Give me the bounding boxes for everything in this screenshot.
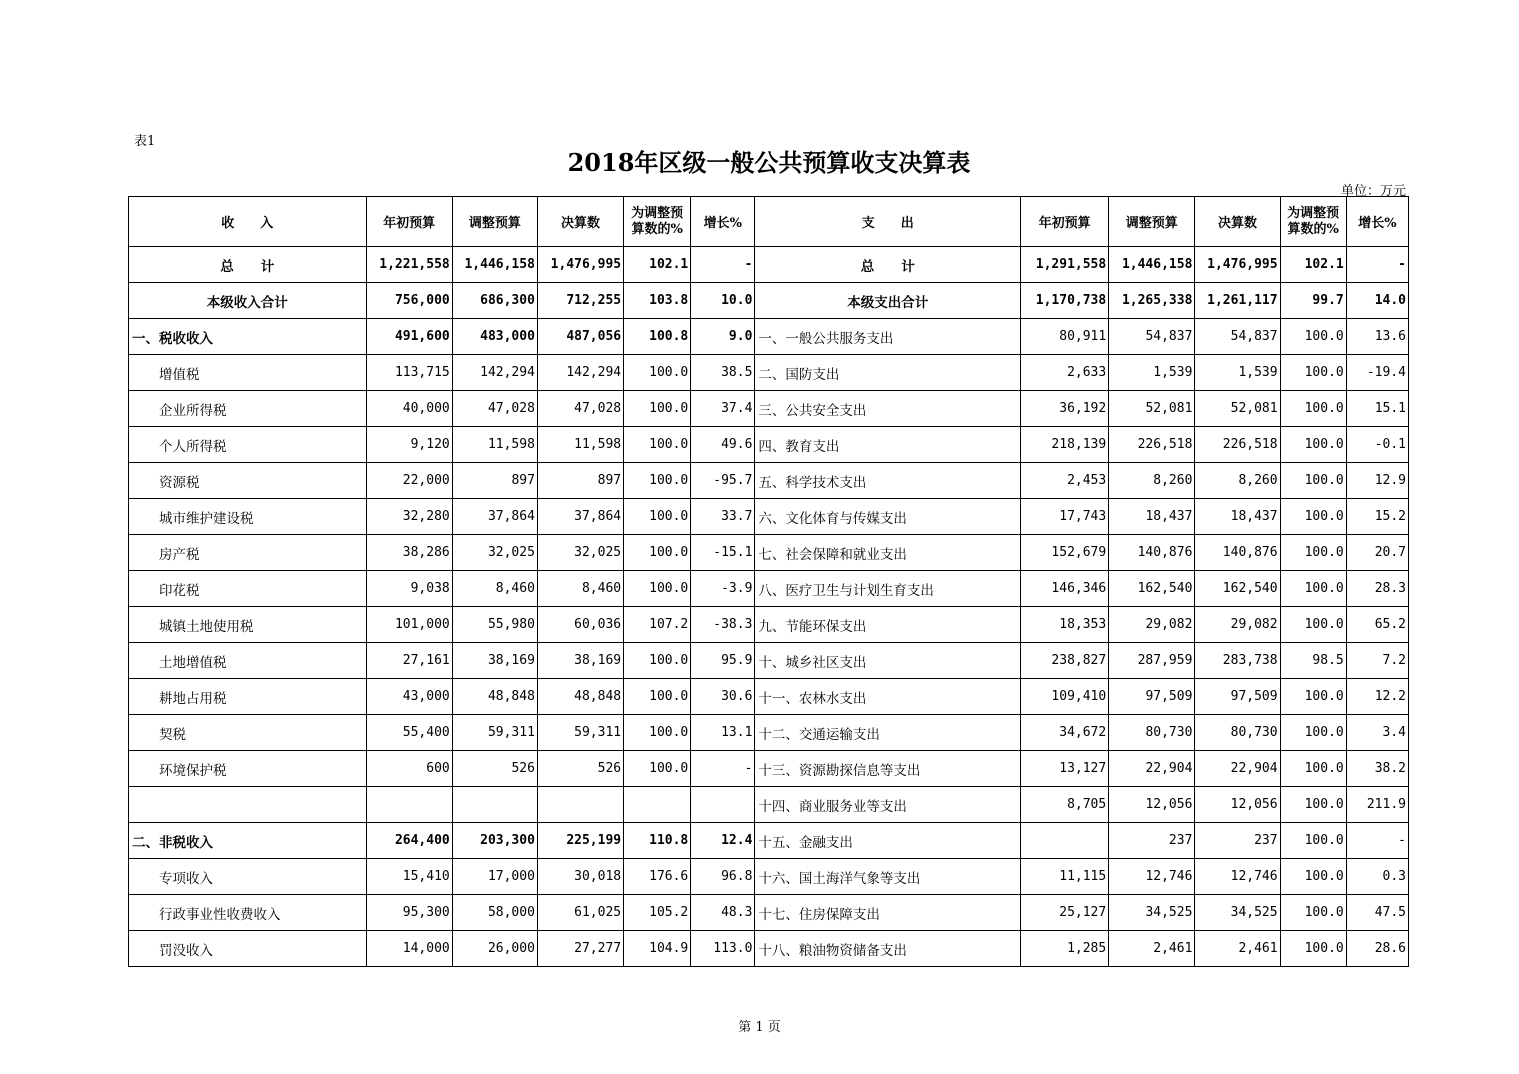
income-value-cell: 17,000 <box>452 859 537 895</box>
income-value-cell: 897 <box>537 463 623 499</box>
expense-value-cell: 211.9 <box>1346 787 1408 823</box>
header-final: 决算数 <box>537 197 623 247</box>
expense-value-cell: 98.5 <box>1280 643 1346 679</box>
table-row <box>129 787 1409 823</box>
income-value-cell: 526 <box>452 751 537 787</box>
income-value-cell: 105.2 <box>624 895 691 931</box>
expense-value-cell: 80,730 <box>1195 715 1280 751</box>
expense-item-cell: 总 计 <box>755 247 1021 283</box>
income-item-cell: 罚没收入 <box>129 931 367 967</box>
expense-value-cell: 97,509 <box>1109 679 1195 715</box>
income-value-cell: 30.6 <box>691 679 755 715</box>
expense-value-cell: 100.0 <box>1280 859 1346 895</box>
expense-value-cell: 54,837 <box>1195 319 1280 355</box>
income-value-cell: 100.0 <box>624 715 691 751</box>
expense-value-cell: - <box>1346 823 1408 859</box>
expense-value-cell: 100.0 <box>1280 715 1346 751</box>
income-item-cell <box>129 787 367 823</box>
income-value-cell: -95.7 <box>691 463 755 499</box>
expense-value-cell <box>1021 823 1109 859</box>
income-value-cell: 12.4 <box>691 823 755 859</box>
expense-value-cell: 8,705 <box>1021 787 1109 823</box>
expense-value-cell: 80,730 <box>1109 715 1195 751</box>
income-value-cell: 26,000 <box>452 931 537 967</box>
expense-value-cell: 0.3 <box>1346 859 1408 895</box>
expense-value-cell: 22,904 <box>1109 751 1195 787</box>
expense-value-cell: 34,672 <box>1021 715 1109 751</box>
income-value-cell: -15.1 <box>691 535 755 571</box>
expense-value-cell: 18,437 <box>1195 499 1280 535</box>
income-value-cell: 712,255 <box>537 283 623 319</box>
income-value-cell: 37,864 <box>452 499 537 535</box>
income-value-cell: 1,476,995 <box>537 247 623 283</box>
expense-item-cell: 六、文化体育与传媒支出 <box>755 499 1021 535</box>
table-row <box>129 895 1409 931</box>
expense-value-cell: 1,285 <box>1021 931 1109 967</box>
expense-value-cell: - <box>1346 247 1408 283</box>
header-income: 收 入 <box>129 197 367 247</box>
income-value-cell: 58,000 <box>452 895 537 931</box>
expense-value-cell: 100.0 <box>1280 499 1346 535</box>
income-item-cell: 城市维护建设税 <box>129 499 367 535</box>
income-value-cell <box>691 787 755 823</box>
expense-value-cell: 15.1 <box>1346 391 1408 427</box>
income-value-cell: 60,036 <box>537 607 623 643</box>
expense-item-cell: 十一、农林水支出 <box>755 679 1021 715</box>
expense-value-cell: 283,738 <box>1195 643 1280 679</box>
expense-value-cell: 15.2 <box>1346 499 1408 535</box>
income-value-cell: 107.2 <box>624 607 691 643</box>
expense-value-cell: 100.0 <box>1280 391 1346 427</box>
income-value-cell: 43,000 <box>366 679 452 715</box>
expense-value-cell: 100.0 <box>1280 535 1346 571</box>
expense-value-cell: 38.2 <box>1346 751 1408 787</box>
header-initial-budget: 年初预算 <box>366 197 452 247</box>
table-header-row <box>129 197 1409 247</box>
expense-item-cell: 二、国防支出 <box>755 355 1021 391</box>
expense-value-cell: 100.0 <box>1280 427 1346 463</box>
expense-value-cell: 1,170,738 <box>1021 283 1109 319</box>
income-value-cell: 14,000 <box>366 931 452 967</box>
income-value-cell: - <box>691 751 755 787</box>
income-value-cell: 96.8 <box>691 859 755 895</box>
expense-value-cell: 2,633 <box>1021 355 1109 391</box>
expense-value-cell: 100.0 <box>1280 751 1346 787</box>
income-value-cell: 48,848 <box>452 679 537 715</box>
income-item-cell: 印花税 <box>129 571 367 607</box>
income-value-cell: 483,000 <box>452 319 537 355</box>
expense-value-cell: 100.0 <box>1280 355 1346 391</box>
income-item-cell: 总 计 <box>129 247 367 283</box>
income-value-cell: 142,294 <box>537 355 623 391</box>
expense-value-cell: 18,353 <box>1021 607 1109 643</box>
expense-value-cell: 12,056 <box>1195 787 1280 823</box>
income-value-cell: 11,598 <box>452 427 537 463</box>
expense-value-cell: 100.0 <box>1280 679 1346 715</box>
income-value-cell: 59,311 <box>537 715 623 751</box>
income-value-cell: 487,056 <box>537 319 623 355</box>
header-adjusted-budget-exp: 调整预算 <box>1109 197 1195 247</box>
income-value-cell: - <box>691 247 755 283</box>
expense-value-cell: 65.2 <box>1346 607 1408 643</box>
income-value-cell: 59,311 <box>452 715 537 751</box>
income-value-cell: 110.8 <box>624 823 691 859</box>
expense-value-cell: -19.4 <box>1346 355 1408 391</box>
income-value-cell: 37.4 <box>691 391 755 427</box>
expense-value-cell: 109,410 <box>1021 679 1109 715</box>
expense-item-cell: 四、教育支出 <box>755 427 1021 463</box>
income-value-cell: 61,025 <box>537 895 623 931</box>
expense-item-cell: 八、医疗卫生与计划生育支出 <box>755 571 1021 607</box>
page-title: 2018年区级一般公共预算收支决算表 <box>567 148 971 177</box>
income-value-cell: 9,038 <box>366 571 452 607</box>
header-expense: 支 出 <box>755 197 1021 247</box>
table-tag: 表1 <box>134 134 156 149</box>
expense-value-cell: 162,540 <box>1195 571 1280 607</box>
expense-value-cell: 47.5 <box>1346 895 1408 931</box>
expense-value-cell: 7.2 <box>1346 643 1408 679</box>
income-item-cell: 企业所得税 <box>129 391 367 427</box>
income-value-cell: 13.1 <box>691 715 755 751</box>
income-value-cell: 38,286 <box>366 535 452 571</box>
table-row <box>129 463 1409 499</box>
expense-value-cell: 237 <box>1109 823 1195 859</box>
table-row <box>129 751 1409 787</box>
expense-value-cell: 100.0 <box>1280 463 1346 499</box>
table-row <box>129 283 1409 319</box>
income-item-cell: 增值税 <box>129 355 367 391</box>
expense-item-cell: 十五、金融支出 <box>755 823 1021 859</box>
income-value-cell: 101,000 <box>366 607 452 643</box>
expense-value-cell: 12,056 <box>1109 787 1195 823</box>
expense-value-cell: 29,082 <box>1109 607 1195 643</box>
income-value-cell: 526 <box>537 751 623 787</box>
expense-value-cell: 36,192 <box>1021 391 1109 427</box>
expense-value-cell: 100.0 <box>1280 823 1346 859</box>
income-value-cell: 100.0 <box>624 463 691 499</box>
table-row <box>129 715 1409 751</box>
expense-value-cell: 13,127 <box>1021 751 1109 787</box>
expense-value-cell: 12.2 <box>1346 679 1408 715</box>
table-row <box>129 427 1409 463</box>
income-value-cell: 491,600 <box>366 319 452 355</box>
unit-label: 单位：万元 <box>1340 184 1406 199</box>
income-item-cell: 耕地占用税 <box>129 679 367 715</box>
expense-value-cell: 146,346 <box>1021 571 1109 607</box>
expense-item-cell: 十八、粮油物资储备支出 <box>755 931 1021 967</box>
expense-value-cell: 97,509 <box>1195 679 1280 715</box>
expense-item-cell: 五、科学技术支出 <box>755 463 1021 499</box>
expense-value-cell: 102.1 <box>1280 247 1346 283</box>
expense-value-cell: 1,265,338 <box>1109 283 1195 319</box>
income-value-cell: 38.5 <box>691 355 755 391</box>
table-row <box>129 643 1409 679</box>
income-item-cell: 土地增值税 <box>129 643 367 679</box>
income-value-cell: 9,120 <box>366 427 452 463</box>
expense-item-cell: 三、公共安全支出 <box>755 391 1021 427</box>
expense-item-cell: 十三、资源勘探信息等支出 <box>755 751 1021 787</box>
income-value-cell: 15,410 <box>366 859 452 895</box>
income-value-cell: 100.0 <box>624 499 691 535</box>
expense-value-cell: 52,081 <box>1195 391 1280 427</box>
expense-value-cell: 99.7 <box>1280 283 1346 319</box>
expense-value-cell: 34,525 <box>1109 895 1195 931</box>
expense-value-cell: 152,679 <box>1021 535 1109 571</box>
expense-value-cell: 100.0 <box>1280 571 1346 607</box>
table-row <box>129 823 1409 859</box>
expense-value-cell: 100.0 <box>1280 607 1346 643</box>
income-item-cell: 环境保护税 <box>129 751 367 787</box>
expense-value-cell: 2,461 <box>1109 931 1195 967</box>
expense-value-cell: 17,743 <box>1021 499 1109 535</box>
table-row <box>129 679 1409 715</box>
income-value-cell <box>624 787 691 823</box>
income-value-cell: 1,446,158 <box>452 247 537 283</box>
income-value-cell: 203,300 <box>452 823 537 859</box>
expense-value-cell: 11,115 <box>1021 859 1109 895</box>
income-value-cell: 8,460 <box>537 571 623 607</box>
income-item-cell: 契税 <box>129 715 367 751</box>
income-value-cell: 142,294 <box>452 355 537 391</box>
expense-value-cell: 237 <box>1195 823 1280 859</box>
income-value-cell: 100.8 <box>624 319 691 355</box>
income-value-cell: 55,980 <box>452 607 537 643</box>
expense-item-cell: 十二、交通运输支出 <box>755 715 1021 751</box>
income-value-cell: 95.9 <box>691 643 755 679</box>
expense-value-cell: 226,518 <box>1195 427 1280 463</box>
table-row <box>129 607 1409 643</box>
income-value-cell: 756,000 <box>366 283 452 319</box>
income-value-cell: 27,277 <box>537 931 623 967</box>
expense-value-cell: 2,461 <box>1195 931 1280 967</box>
expense-value-cell: 28.3 <box>1346 571 1408 607</box>
income-value-cell <box>537 787 623 823</box>
header-final-exp: 决算数 <box>1195 197 1280 247</box>
income-value-cell: 8,460 <box>452 571 537 607</box>
table-row <box>129 931 1409 967</box>
income-value-cell: 100.0 <box>624 751 691 787</box>
expense-value-cell: 218,139 <box>1021 427 1109 463</box>
table-row <box>129 247 1409 283</box>
income-value-cell: -38.3 <box>691 607 755 643</box>
income-value-cell <box>452 787 537 823</box>
expense-item-cell: 一、一般公共服务支出 <box>755 319 1021 355</box>
expense-value-cell: 238,827 <box>1021 643 1109 679</box>
expense-value-cell: 13.6 <box>1346 319 1408 355</box>
income-value-cell: 95,300 <box>366 895 452 931</box>
expense-value-cell: 25,127 <box>1021 895 1109 931</box>
income-value-cell: 10.0 <box>691 283 755 319</box>
expense-value-cell: 28.6 <box>1346 931 1408 967</box>
table-row <box>129 571 1409 607</box>
expense-item-cell: 本级支出合计 <box>755 283 1021 319</box>
expense-value-cell: 80,911 <box>1021 319 1109 355</box>
budget-table <box>128 196 1409 967</box>
income-value-cell <box>366 787 452 823</box>
header-pct-adjusted-exp: 为调整预算数的% <box>1280 197 1346 247</box>
income-value-cell: 27,161 <box>366 643 452 679</box>
expense-value-cell: 140,876 <box>1109 535 1195 571</box>
income-value-cell: 30,018 <box>537 859 623 895</box>
header-growth: 增长% <box>691 197 755 247</box>
expense-value-cell: 12,746 <box>1195 859 1280 895</box>
expense-value-cell: 2,453 <box>1021 463 1109 499</box>
income-item-cell: 专项收入 <box>129 859 367 895</box>
header-pct-adjusted: 为调整预算数的% <box>624 197 691 247</box>
header-adjusted-budget: 调整预算 <box>452 197 537 247</box>
income-value-cell: 47,028 <box>452 391 537 427</box>
table-row <box>129 355 1409 391</box>
expense-value-cell: 140,876 <box>1195 535 1280 571</box>
income-item-cell: 城镇土地使用税 <box>129 607 367 643</box>
expense-value-cell: 3.4 <box>1346 715 1408 751</box>
income-value-cell: 38,169 <box>537 643 623 679</box>
income-item-cell: 个人所得税 <box>129 427 367 463</box>
expense-item-cell: 十四、商业服务业等支出 <box>755 787 1021 823</box>
expense-value-cell: 22,904 <box>1195 751 1280 787</box>
income-item-cell: 资源税 <box>129 463 367 499</box>
income-value-cell: 113.0 <box>691 931 755 967</box>
expense-value-cell: 1,446,158 <box>1109 247 1195 283</box>
expense-value-cell: 1,476,995 <box>1195 247 1280 283</box>
income-value-cell: 33.7 <box>691 499 755 535</box>
income-value-cell: 104.9 <box>624 931 691 967</box>
expense-value-cell: 100.0 <box>1280 787 1346 823</box>
expense-value-cell: 162,540 <box>1109 571 1195 607</box>
income-value-cell: 48,848 <box>537 679 623 715</box>
income-value-cell: 9.0 <box>691 319 755 355</box>
expense-value-cell: 100.0 <box>1280 895 1346 931</box>
expense-value-cell: -0.1 <box>1346 427 1408 463</box>
expense-value-cell: 1,261,117 <box>1195 283 1280 319</box>
income-value-cell: 100.0 <box>624 535 691 571</box>
income-value-cell: 100.0 <box>624 643 691 679</box>
expense-value-cell: 8,260 <box>1195 463 1280 499</box>
income-value-cell: 113,715 <box>366 355 452 391</box>
income-value-cell: 40,000 <box>366 391 452 427</box>
income-value-cell: 37,864 <box>537 499 623 535</box>
income-value-cell: 600 <box>366 751 452 787</box>
income-value-cell: 32,025 <box>452 535 537 571</box>
expense-value-cell: 12,746 <box>1109 859 1195 895</box>
expense-item-cell: 十七、住房保障支出 <box>755 895 1021 931</box>
income-value-cell: 11,598 <box>537 427 623 463</box>
income-value-cell: 100.0 <box>624 571 691 607</box>
expense-value-cell: 8,260 <box>1109 463 1195 499</box>
expense-value-cell: 52,081 <box>1109 391 1195 427</box>
expense-value-cell: 34,525 <box>1195 895 1280 931</box>
table-row <box>129 319 1409 355</box>
table-row <box>129 499 1409 535</box>
income-value-cell: 225,199 <box>537 823 623 859</box>
expense-value-cell: 1,539 <box>1109 355 1195 391</box>
income-value-cell: 897 <box>452 463 537 499</box>
expense-item-cell: 十、城乡社区支出 <box>755 643 1021 679</box>
expense-value-cell: 12.9 <box>1346 463 1408 499</box>
income-value-cell: 32,280 <box>366 499 452 535</box>
income-value-cell: 103.8 <box>624 283 691 319</box>
income-value-cell: 49.6 <box>691 427 755 463</box>
income-value-cell: -3.9 <box>691 571 755 607</box>
expense-value-cell: 1,539 <box>1195 355 1280 391</box>
header-growth-exp: 增长% <box>1346 197 1408 247</box>
income-value-cell: 102.1 <box>624 247 691 283</box>
expense-value-cell: 1,291,558 <box>1021 247 1109 283</box>
expense-value-cell: 29,082 <box>1195 607 1280 643</box>
header-initial-budget-exp: 年初预算 <box>1021 197 1109 247</box>
expense-value-cell: 100.0 <box>1280 931 1346 967</box>
table-row <box>129 535 1409 571</box>
income-item-cell: 一、税收收入 <box>129 319 367 355</box>
page-footer: 第 1 页 <box>738 1020 781 1035</box>
income-value-cell: 100.0 <box>624 427 691 463</box>
income-value-cell: 264,400 <box>366 823 452 859</box>
income-item-cell: 行政事业性收费收入 <box>129 895 367 931</box>
income-value-cell: 686,300 <box>452 283 537 319</box>
income-value-cell: 32,025 <box>537 535 623 571</box>
income-value-cell: 48.3 <box>691 895 755 931</box>
income-value-cell: 1,221,558 <box>366 247 452 283</box>
expense-value-cell: 14.0 <box>1346 283 1408 319</box>
expense-value-cell: 20.7 <box>1346 535 1408 571</box>
income-item-cell: 本级收入合计 <box>129 283 367 319</box>
expense-value-cell: 100.0 <box>1280 319 1346 355</box>
income-value-cell: 47,028 <box>537 391 623 427</box>
table-row <box>129 859 1409 895</box>
income-value-cell: 176.6 <box>624 859 691 895</box>
income-item-cell: 二、非税收入 <box>129 823 367 859</box>
expense-value-cell: 226,518 <box>1109 427 1195 463</box>
income-value-cell: 55,400 <box>366 715 452 751</box>
expense-item-cell: 十六、国土海洋气象等支出 <box>755 859 1021 895</box>
income-value-cell: 22,000 <box>366 463 452 499</box>
expense-item-cell: 七、社会保障和就业支出 <box>755 535 1021 571</box>
expense-value-cell: 18,437 <box>1109 499 1195 535</box>
income-value-cell: 100.0 <box>624 679 691 715</box>
income-value-cell: 100.0 <box>624 355 691 391</box>
income-value-cell: 100.0 <box>624 391 691 427</box>
expense-value-cell: 54,837 <box>1109 319 1195 355</box>
income-item-cell: 房产税 <box>129 535 367 571</box>
expense-item-cell: 九、节能环保支出 <box>755 607 1021 643</box>
income-value-cell: 38,169 <box>452 643 537 679</box>
expense-value-cell: 287,959 <box>1109 643 1195 679</box>
table-row <box>129 391 1409 427</box>
